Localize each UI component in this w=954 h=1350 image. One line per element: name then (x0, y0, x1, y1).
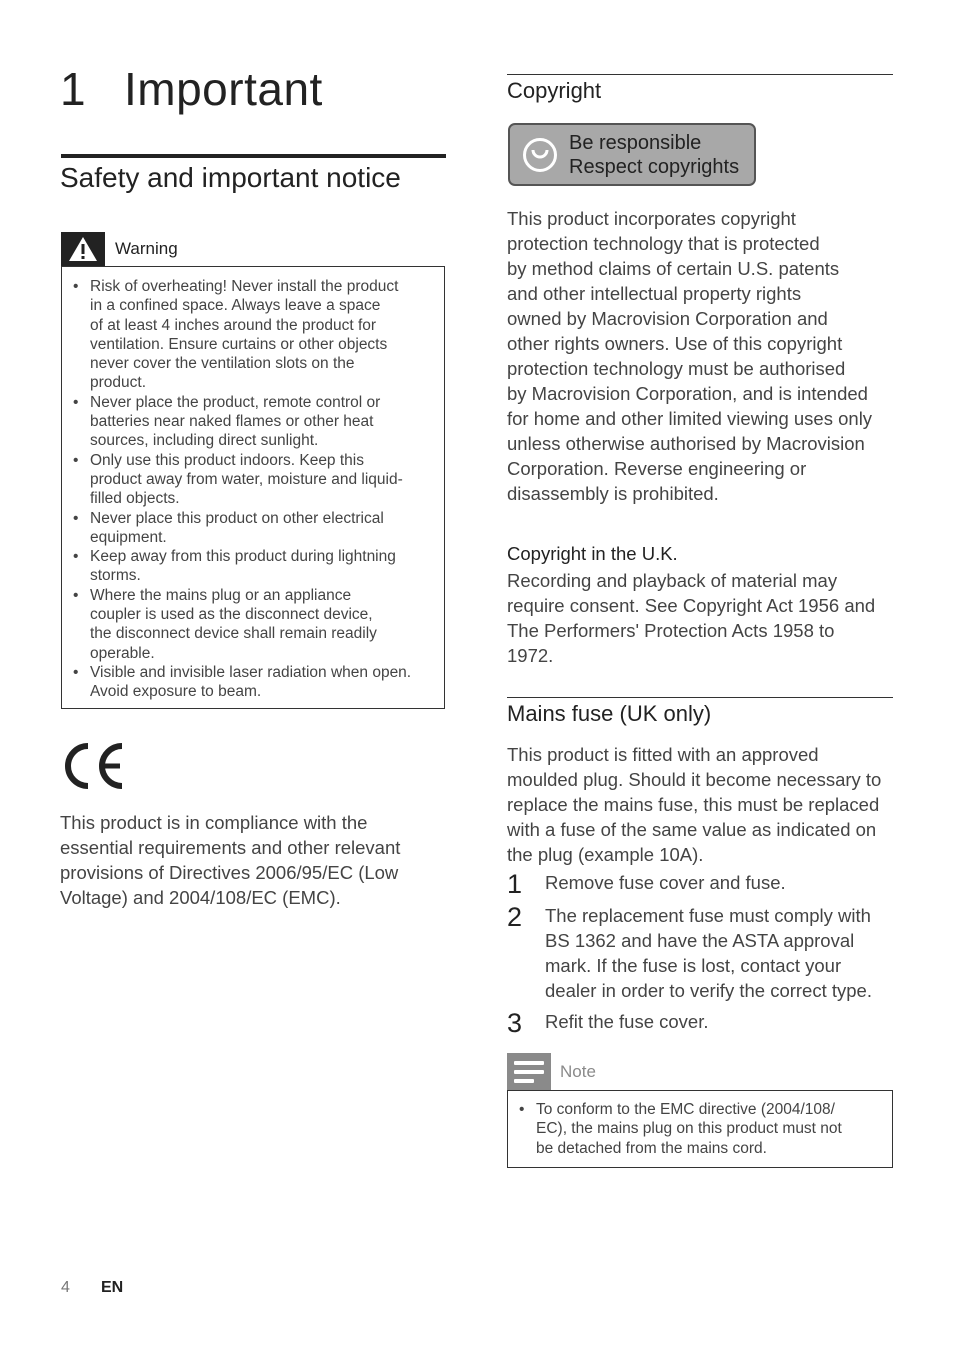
chapter-number: 1 (60, 63, 87, 115)
warning-header (61, 232, 178, 266)
warning-item: • Visible and invisible laser radiation when open. Avoid exposure to beam. (72, 663, 434, 702)
step-number: 1 (507, 869, 523, 899)
warning-item: • Never place the product, remote control or batteries near naked flames or other heat sources, including direct sunlight. (72, 393, 434, 451)
language-code: EN (101, 1279, 124, 1296)
warning-item: • Never place this product on other electrical equipment. (72, 509, 434, 548)
copyright-divider (507, 74, 893, 75)
compliance-text: This product is in compliance with the essential requirements and other relevant provisions of Directives 2006/95/EC (Low Voltage) and 2004/108/EC (EMC). (60, 812, 401, 908)
note-label: Note (560, 1062, 596, 1081)
section-divider (61, 154, 446, 158)
warning-triangle-icon (61, 232, 105, 266)
step-2 (507, 903, 890, 1003)
warning-list (72, 277, 434, 702)
step-text: Refit the fuse cover. (545, 1011, 709, 1032)
step-3 (507, 1009, 890, 1037)
mains-title: Mains fuse (UK only) (507, 701, 712, 726)
warning-item: • Where the mains plug or an appliance coupler is used as the disconnect device, the disconnect device shall remain readily operable. (72, 586, 434, 663)
badge-text: Be responsible Respect copyrights (569, 131, 740, 178)
note-item: • To conform to the EMC directive (2004/108/ EC), the mains plug on this product must not be detached from the mains cord. (518, 1100, 882, 1158)
warning-item: • Keep away from this product during lightning storms. (72, 547, 434, 586)
mains-divider (507, 697, 893, 698)
step-1 (507, 870, 890, 898)
chapter-title (60, 62, 323, 116)
warning-box (61, 266, 445, 709)
note-list (518, 1100, 882, 1158)
step-number: 2 (507, 902, 523, 932)
safety-section-title: Safety and important notice (60, 162, 401, 193)
copyright-badge (508, 123, 756, 186)
copyright-logo-icon (523, 138, 557, 172)
warning-item: • Risk of overheating! Never install the product in a confined space. Always leave a space of at least 4 inches around the product for ventilation. Ensure curtains or other objects never cover the ventilation slots on the product. (72, 277, 434, 393)
note-icon (507, 1053, 551, 1091)
ce-mark-icon (61, 742, 125, 790)
copyright-body: This product incorporates copyright protection technology that is protected by method claims of certain U.S. patents and other intellectual property rights owned by Macrovision Corporation and other rights owners. Use of this copyright protection technology must be authorised by Macrovision Corporation, and is intended for home and other limited viewing uses only unless otherwise authorised by Macrovision Corporation. Reverse engineering or disassembly is prohibited. (507, 208, 873, 504)
mains-intro: This product is fitted with an approved moulded plug. Should it become necessary to replace the mains fuse, this must be replaced with a fuse of the same value as indicated on the plug (example 10A). (507, 744, 882, 865)
warning-item: • Only use this product indoors. Keep this product away from water, moisture and liquid- filled objects. (72, 451, 434, 509)
uk-copyright-body: Recording and playback of material may require consent. See Copyright Act 1956 and The Performers' Protection Acts 1958 to 1972. (507, 570, 876, 666)
note-header (507, 1053, 596, 1091)
step-text: The replacement fuse must comply with BS 1362 and have the ASTA approval mark. If the fuse is lost, contact your dealer in order to verify the correct type. (545, 905, 872, 1001)
warning-label: Warning (115, 239, 178, 258)
uk-copyright-heading: Copyright in the U.K. (507, 543, 678, 564)
note-box (507, 1090, 893, 1168)
page-number: 4 (61, 1279, 70, 1296)
chapter-name: Important (124, 63, 323, 115)
step-number: 3 (507, 1008, 523, 1038)
step-text: Remove fuse cover and fuse. (545, 872, 786, 893)
copyright-title: Copyright (507, 78, 602, 103)
